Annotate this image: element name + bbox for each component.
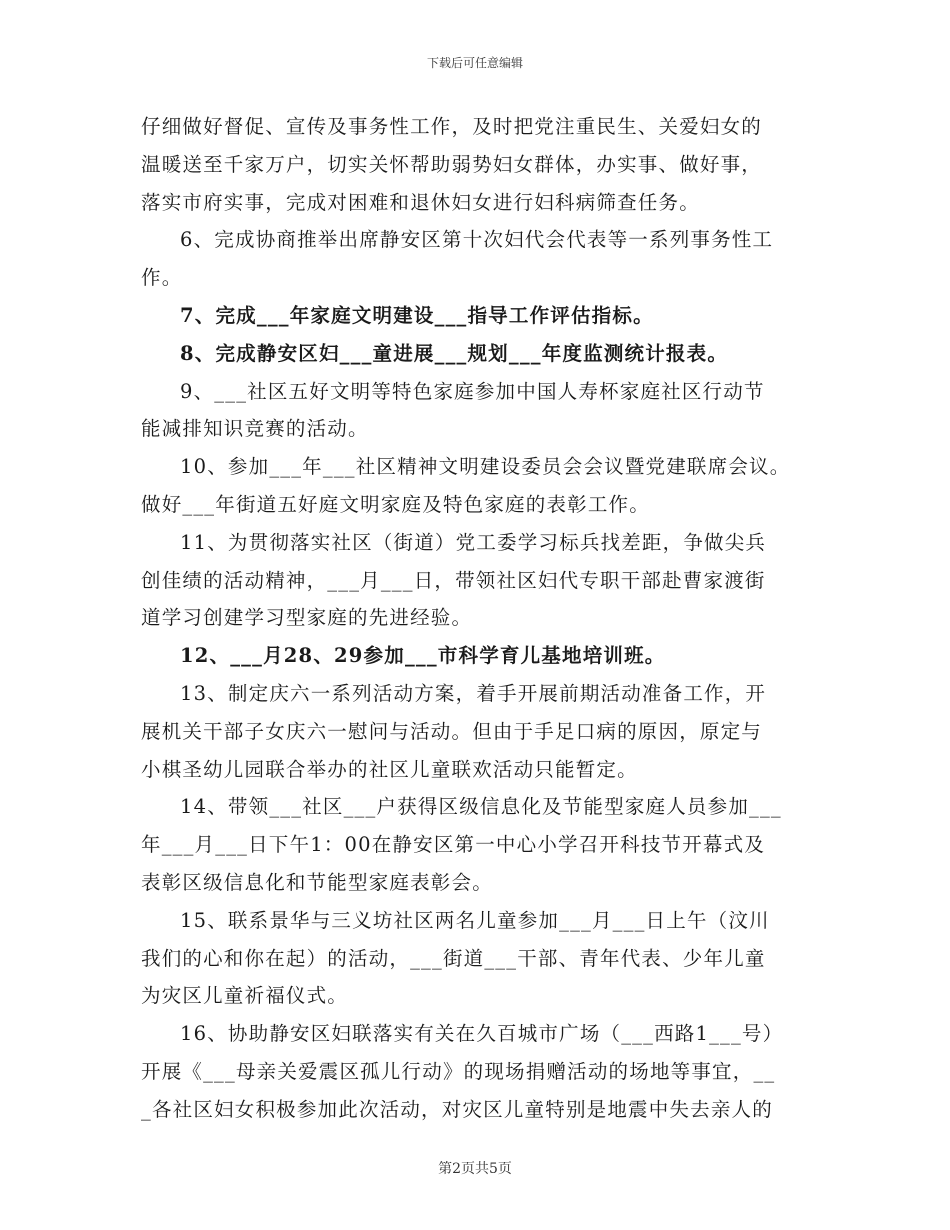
text-line: 表彰区级信息化和节能型家庭表彰会。 [141, 870, 493, 894]
paragraph [141, 221, 811, 297]
paragraph [141, 335, 811, 373]
text-line: 6、完成协商推举出席静安区第十次妇代会代表等一系列事务性工 [180, 228, 774, 252]
text-line: 14、带领___社区___户获得区级信息化及节能型家庭人员参加___ [180, 795, 782, 819]
document-body [141, 108, 811, 1129]
text-line: 12、___月28、29参加___市科学育儿基地培训班。 [180, 644, 666, 668]
paragraph [141, 448, 811, 524]
text-line: 11、为贯彻落实社区（街道）党工委学习标兵找差距，争做尖兵 [180, 530, 767, 554]
text-line: 13、制定庆六一系列活动方案，着手开展前期活动准备工作，开 [180, 681, 767, 705]
text-line: 为灾区儿童祈福仪式。 [141, 984, 349, 1008]
text-line: 温暖送至千家万户，切实关怀帮助弱势妇女群体，办实事、做好事， [141, 152, 763, 176]
text-line: 落实市府实事，完成对困难和退休妇女进行妇科病筛查任务。 [141, 190, 700, 214]
paragraph [141, 637, 811, 675]
text-line: _各社区妇女积极参加此次活动，对灾区儿童特别是地震中失去亲人的 [141, 1097, 773, 1121]
paragraph [141, 675, 811, 788]
text-line: 10、参加___年___社区精神文明建设委员会会议暨党建联席会议。 [180, 455, 791, 479]
paragraph [141, 788, 811, 901]
paragraph [141, 902, 811, 1015]
text-line: 我们的心和你在起）的活动，___街道___干部、青年代表、少年儿童 [141, 946, 766, 970]
text-line: 创佳绩的活动精神，___月___日，带领社区妇代专职干部赴曹家渡街 [141, 568, 766, 592]
paragraph [141, 1015, 811, 1128]
text-line: 16、协助静安区妇联落实有关在久百城市广场（___西路1___号） [180, 1022, 784, 1046]
paragraph [141, 108, 811, 221]
text-line: 小棋圣幼儿园联合举办的社区儿童联欢活动只能暂定。 [141, 757, 638, 781]
text-line: 作。 [141, 266, 183, 290]
paragraph [141, 373, 811, 449]
text-line: 展机关干部子女庆六一慰问与活动。但由于手足口病的原因，原定与 [141, 719, 763, 743]
text-line: 7、完成___年家庭文明建设___指导工作评估指标。 [180, 303, 654, 327]
text-line: 能减排知识竞赛的活动。 [141, 417, 369, 441]
text-line: 15、联系景华与三义坊社区两名儿童参加___月___日上午（汶川 [180, 908, 770, 932]
text-line: 仔细做好督促、宣传及事务性工作，及时把党注重民生、关爱妇女的 [141, 115, 763, 138]
paragraph [141, 524, 811, 637]
text-line: 年___月___日下午1：00在静安区第一中心小学召开科技节开幕式及 [141, 833, 766, 857]
paragraph [141, 297, 811, 335]
text-line: 9、___社区五好文明等特色家庭参加中国人寿杯家庭社区行动节 [180, 379, 765, 403]
text-line: 8、完成静安区妇___童进展___规划___年度监测统计报表。 [180, 341, 729, 365]
text-line: 道学习创建学习型家庭的先进经验。 [141, 606, 473, 630]
text-line: 开展《___母亲关爱震区孤儿行动》的现场捐赠活动的场地等事宜，__ [141, 1059, 776, 1083]
page-footer: 第2页共5页 [438, 1161, 512, 1177]
text-line: 做好___年街道五好庭文明家庭及特色家庭的表彰工作。 [141, 492, 650, 516]
page-header: 下载后可任意编辑 [426, 56, 523, 70]
